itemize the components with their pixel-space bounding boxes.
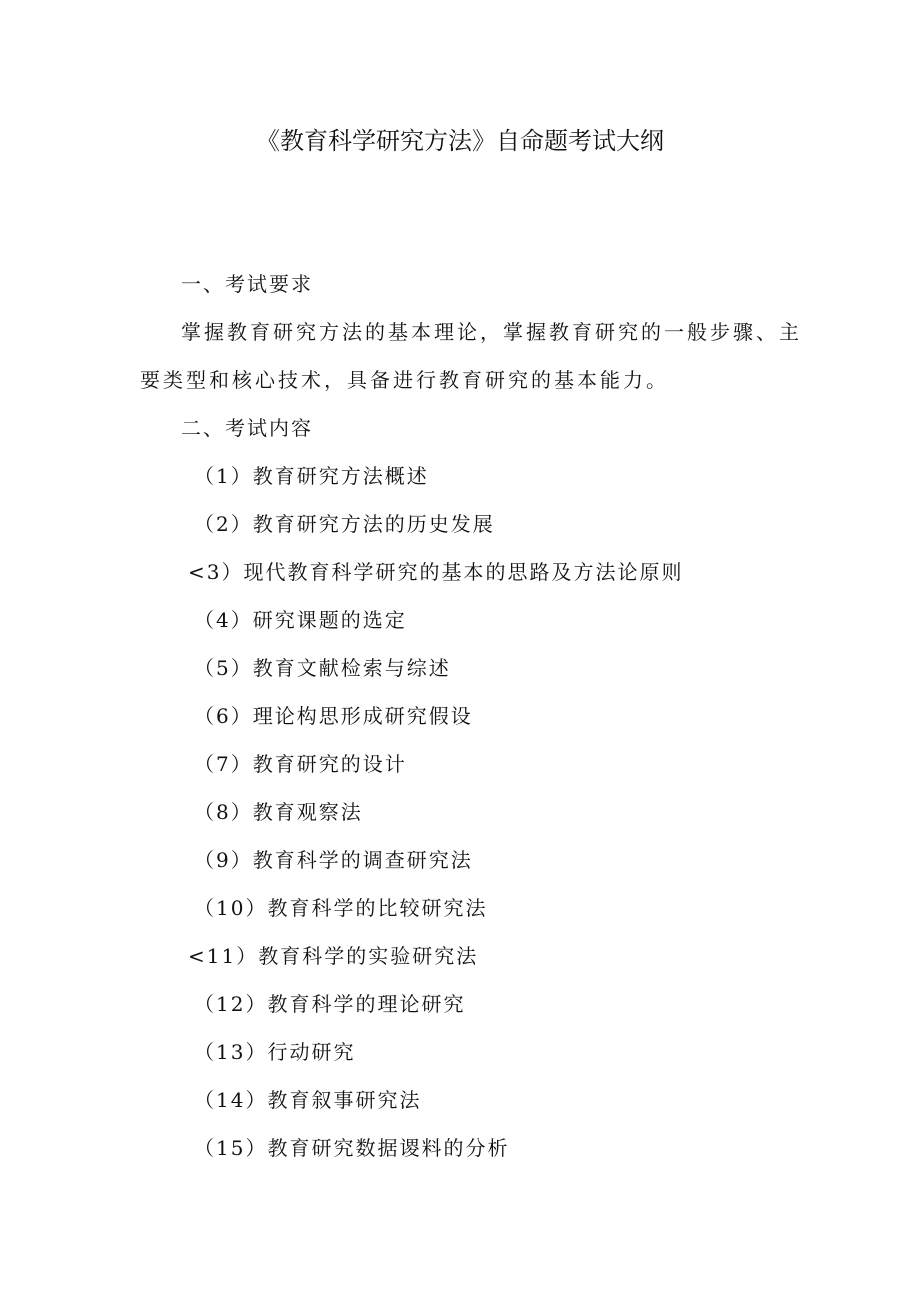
list-item: [194, 894, 487, 922]
list-item-number: （1）: [194, 464, 253, 488]
list-item-number: （12）: [194, 992, 268, 1016]
list-item-text: 教育研究数据谡料的分析: [267, 1136, 510, 1160]
list-item: [194, 750, 407, 778]
list-item: [194, 846, 473, 874]
list-item-text: 教育研究方法概述: [252, 464, 429, 488]
document-title: 《教育科学研究方法》自命题考试大纲: [256, 127, 664, 155]
list-item-number: （4）: [194, 608, 253, 632]
list-item-text: 理论构思形成研究假设: [252, 704, 473, 728]
list-item-number: （6）: [194, 704, 253, 728]
list-item-text: 研究课题的选定: [252, 608, 407, 632]
list-item: [194, 654, 451, 682]
list-item-text: 教育文献检索与综述: [252, 656, 451, 680]
list-item-number: （5）: [194, 656, 253, 680]
list-item: [188, 942, 478, 970]
list-item-text: 教育科学的实验研究法: [258, 944, 479, 968]
list-item: [194, 1134, 509, 1162]
list-item: [194, 606, 407, 634]
list-item-number: （9）: [194, 848, 253, 872]
requirements-paragraph-line-1: 掌握教育研究方法的基本理论，掌握教育研究的一般步骤、主: [181, 320, 802, 344]
requirements-paragraph-line-2: 要类型和核心技术，具备进行教育研究的基本能力。: [140, 368, 669, 392]
list-item-number: （14）: [194, 1088, 268, 1112]
list-item-number: （13）: [194, 1040, 268, 1064]
section-heading-content: 二、考试内容: [181, 416, 313, 440]
list-item: [188, 558, 683, 586]
list-item-text: 行动研究: [267, 1040, 356, 1064]
list-item-text: 教育科学的调查研究法: [252, 848, 473, 872]
list-item-number: <3）: [188, 560, 244, 584]
list-item: [194, 1038, 355, 1066]
list-item: [194, 510, 495, 538]
list-item: [194, 798, 363, 826]
list-item-text: 教育科学的理论研究: [267, 992, 466, 1016]
list-item: [194, 1086, 421, 1114]
list-item: [194, 702, 473, 730]
list-item-text: 教育叙事研究法: [267, 1088, 422, 1112]
list-item-number: （10）: [194, 896, 268, 920]
section-heading-requirements: 一、考试要求: [181, 272, 313, 296]
list-item-text: 教育观察法: [252, 800, 363, 824]
list-item-number: （7）: [194, 752, 253, 776]
list-item-number: （15）: [194, 1136, 268, 1160]
list-item: [194, 462, 429, 490]
list-item-text: 教育研究方法的历史发展: [252, 512, 495, 536]
list-item-text: 现代教育科学研究的基本的思路及方法论原则: [243, 560, 684, 584]
list-item-number: （2）: [194, 512, 253, 536]
list-item-number: <11）: [188, 944, 259, 968]
list-item-number: （8）: [194, 800, 253, 824]
list-item-text: 教育科学的比较研究法: [267, 896, 488, 920]
list-item-text: 教育研究的设计: [252, 752, 407, 776]
list-item: [194, 990, 465, 1018]
